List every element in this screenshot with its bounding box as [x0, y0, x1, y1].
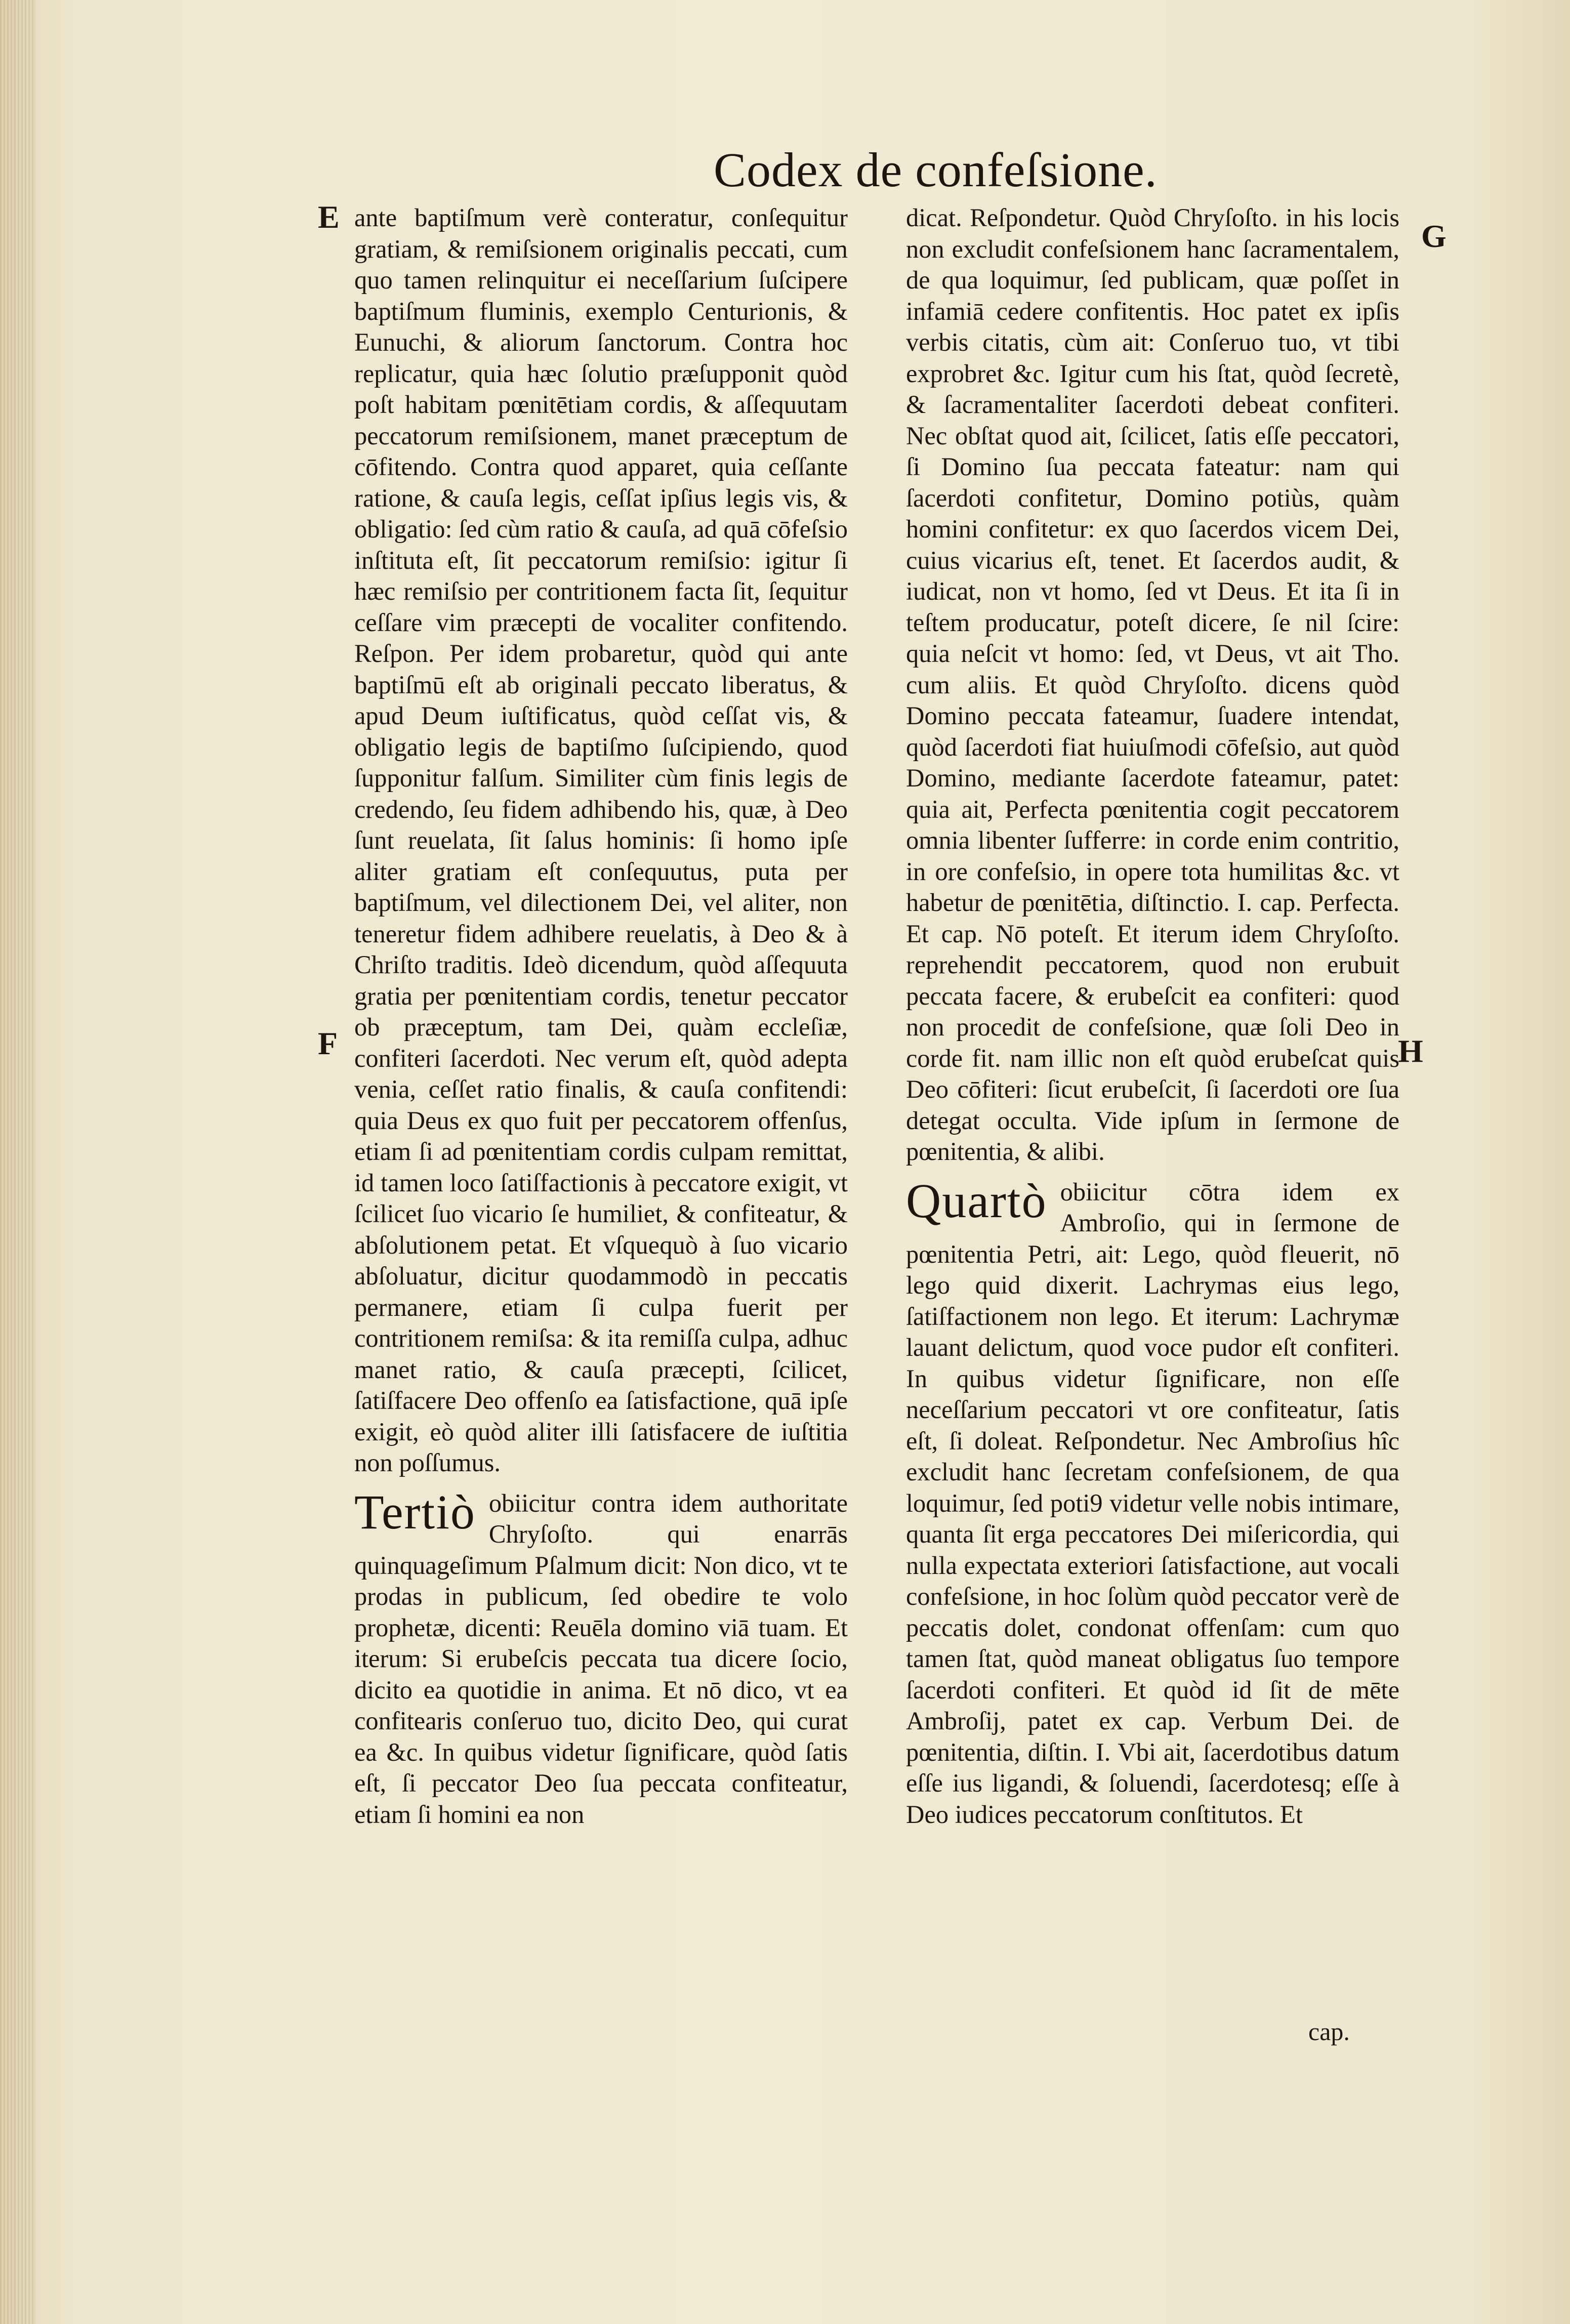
left-paragraph-2: [354, 1484, 848, 1831]
page-edge: [0, 0, 35, 2324]
marginal-letter-h: H: [1398, 1033, 1423, 1069]
running-head: Codex de confeſsione.: [714, 143, 1158, 197]
right-column: [906, 202, 1399, 1830]
marginal-letter-f: F: [318, 1025, 338, 1061]
marginal-letter-g: G: [1421, 218, 1447, 254]
right-paragraph-2: [906, 1173, 1399, 1831]
marginal-letter-e: E: [318, 199, 340, 235]
left-paragraph-1: ante baptiſmum verè conteratur, conſequitur gratiam, & remiſsionem originalis peccati, cum quo tamen relinquitur ei neceſſarium ſuſcipere baptiſmum fluminis, exemplo Centurionis, & Eunuchi, & aliorum ſanctorum. Contra hoc replicatur, quia hæc ſolutio præſupponit quòd poſt habitam pœnitētiam cordis, & aſſequutam peccatorum remiſsionem, manet præceptum de cōfitendo. Contra quod apparet, quia ceſſante ratione, & cauſa legis, ceſſat ipſius legis vis, & obligatio: ſed cùm ratio & cauſa, ad quā cōfeſsio inſtituta eſt, ſit peccatorum remiſsio: igitur ſi hæc remiſsio per contritionem facta ſit, ſequitur ceſſare vim præcepti de vocaliter confitendo. Reſpon. Per idem probaretur, quòd qui ante baptiſmū eſt ab originali peccato liberatus, & apud Deum iuſtificatus, quòd ceſſat vis, & obligatio legis de baptiſmo ſuſcipiendo, quod ſupponitur falſum. Similiter cùm finis legis de credendo, ſeu fidem adhibendo his, quæ, à Deo ſunt reuelata, ſit ſalus hominis: ſi homo ipſe aliter gratiam eſt conſequutus, puta per baptiſmum, vel dilectionem Dei, vel aliter, non teneretur fidem adhibere reuelatis, à Deo & à Chriſto traditis. Ideò dicendum, quòd aſſequuta gratia per pœnitentiam cordis, tenetur peccator ob præceptum, tam Dei, quàm eccleſiæ, confiteri ſacerdoti. Nec verum eſt, quòd adepta venia, ceſſet ratio finalis, & cauſa confitendi: quia Deus ex quo fuit per peccatorem offenſus, etiam ſi ad pœnitentiam cordis culpam remittat, id tamen loco ſatiſfactionis à peccatore exigit, vt ſcilicet ſuo vicario ſe humiliet, & confiteatur, & abſolutionem petat. Et vſquequò à ſuo vicario abſoluatur, dicitur quodammodò in peccatis permanere, etiam ſi culpa fuerit per contritionem remiſsa: & ita remiſſa culpa, adhuc manet ratio, & cauſa præcepti, ſcilicet, ſatiſfacere Deo offenſo ea ſatisfactione, quā ipſe exigit, eò quòd aliter illi ſatisfacere de iuſtitia non poſſumus.: [354, 203, 848, 1477]
left-column: [354, 202, 848, 1830]
right-paragraph-1: dicat. Reſpondetur. Quòd Chryſoſto. in his locis non excludit confeſsionem hanc ſacramentalem, de qua loquimur, ſed publicam, quæ poſſet in infamiā cedere confitentis. Hoc patet ex ipſis verbis citatis, cùm ait: Conſeruo tuo, vt tibi exprobret &c. Igitur cum his ſtat, quòd ſecretè, & ſacramentaliter ſacerdoti debeat confiteri. Nec obſtat quod ait, ſcilicet, ſatis eſſe peccatori, ſi Domino ſua peccata fateatur: nam qui ſacerdoti confitetur, Domino potiùs, quàm homini confitetur: ex quo ſacerdos vicem Dei, cuius vicarius eſt, tenet. Et ſacerdos audit, & iudicat, non vt homo, ſed vt Deus. Et ita ſi in teſtem producatur, poteſt dicere, ſe nil ſcire: quia neſcit vt homo: ſed, vt Deus, vt ait Tho. cum aliis. Et quòd Chryſoſto. dicens quòd Domino peccata fateamur, ſuadere intendat, quòd ſacerdoti fiat huiuſmodi cōfeſsio, aut quòd Domino, mediante ſacerdote fateamur, patet: quia ait, Perfecta pœnitentia cogit peccatorem omnia libenter ſufferre: in corde enim contritio, in ore confeſsio, in opere tota humilitas &c. vt habetur de pœnitētia, diſtinctio. I. cap. Perfecta. Et cap. Nō poteſt. Et iterum idem Chryſoſto. reprehendit peccatorem, quod non erubuit peccata facere, & erubeſcit ea confiteri: quod non procedit de confeſsione, quæ ſoli Deo in corde fit. nam illic non eſt quòd erubeſcat quis Deo cōfiteri: ſicut erubeſcit, ſi ſacerdoti ore ſua detegat occulta. Vide ipſum in ſermone de pœnitentia, & alibi.: [906, 203, 1399, 1166]
catchword: cap.: [1308, 2017, 1350, 2046]
left-paragraph-2-text: obiicitur contra idem authoritate Chryſoſto. qui enarrās quinquageſimum Pſalmum dicit: Non dico, vt te prodas in publicum, ſed obedire te volo prophetæ, dicenti: Reuēla domino viā tuam. Et iterum: Si erubeſcis peccata tua dicere ſocio, dicito ea quotidie in anima. Et nō dico, vt ea confitearis conſeruo tuo, dicito Deo, qui curat ea &c. In quibus videtur ſignificare, quòd ſatis eſt, ſi peccator Deo ſua peccata confiteatur, etiam ſi homini ea non: [354, 1488, 848, 1829]
right-paragraph-2-lead: Quartò: [906, 1173, 1047, 1228]
left-paragraph-2-lead: Tertiò: [354, 1484, 476, 1539]
right-paragraph-2-text: obiicitur cōtra idem ex Ambroſio, qui in ſermone de pœnitentia Petri, ait: Lego, quòd fleuerit, nō lego quid dixerit. Lachrymas eius lego, ſatiſfactionem non lego. Et iterum: Lachrymæ lauant delictum, quod voce pudor eſt confiteri. In quibus videtur ſignificare, non eſſe neceſſarium peccatori vt ore confiteatur, ſatis eſt, ſi doleat. Reſpondetur. Nec Ambroſius hîc excludit hanc ſecretam confeſsionem, de qua loquimur, ſed poti9 videtur velle nobis intimare, quanta ſit erga peccatores Dei miſericordia, qui nulla expectata exteriori ſatisfactione, aut vocali confeſsione, in hoc ſolùm quòd peccator verè de peccatis dolet, condonat offenſam: cum quo tamen ſtat, quòd maneat obligatus ſuo tempore ſacerdoti confiteri. Et quòd id ſit de mēte Ambroſij, patet ex cap. Verbum Dei. de pœnitentia, diſtin. I. Vbi ait, ſacerdotibus datum eſſe ius ligandi, & ſoluendi, ſacerdotesq; eſſe à Deo iudices peccatorum conſtitutos. Et: [906, 1177, 1399, 1829]
